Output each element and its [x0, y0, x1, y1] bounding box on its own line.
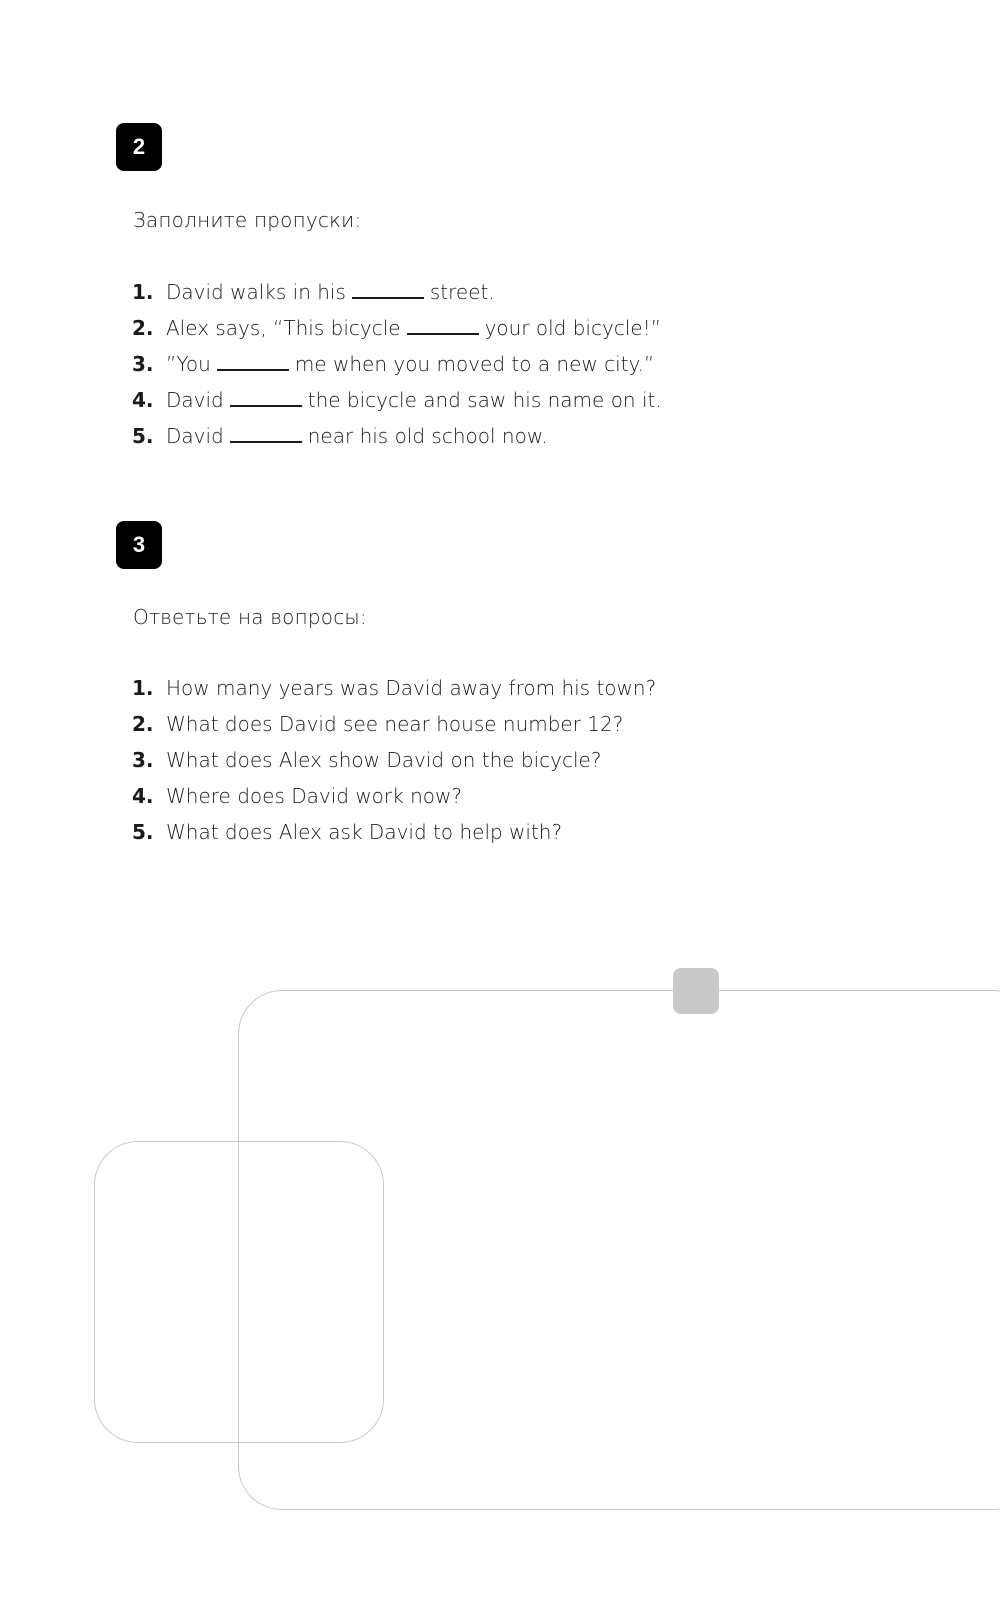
item-text-before: David walks in his [166, 280, 346, 304]
item-number: 2. [132, 712, 154, 736]
section-3-badge: 3 [116, 521, 162, 569]
blank-line [230, 404, 302, 407]
section-2-badge: 2 [116, 123, 162, 171]
item-text-before: David [166, 388, 224, 412]
list-item [132, 814, 656, 850]
blank-line [217, 368, 289, 371]
item-text-after: your old bicycle!” [484, 316, 662, 340]
item-number: 4. [132, 388, 154, 412]
question-text: How many years was David away from his town? [166, 676, 657, 700]
questions-list [132, 670, 656, 850]
item-text-after: near his old school now. [307, 424, 548, 448]
list-item [132, 382, 662, 418]
item-text-before: Alex says, “This bicycle [166, 316, 401, 340]
section-2-instruction: Заполните пропуски: [133, 208, 362, 232]
blank-line [352, 296, 424, 299]
question-text: What does David see near house number 12? [166, 712, 624, 736]
question-text: What does Alex show David on the bicycle? [166, 748, 602, 772]
item-number: 3. [132, 748, 154, 772]
item-number: 5. [132, 820, 154, 844]
section-3-instruction: Ответьте на вопросы: [133, 605, 367, 629]
item-number: 5. [132, 424, 154, 448]
list-item [132, 742, 656, 778]
item-number: 1. [132, 280, 154, 304]
item-text-after: me when you moved to a new city.” [294, 352, 655, 376]
blank-line [230, 440, 302, 443]
blank-line [407, 332, 479, 335]
list-item [132, 274, 662, 310]
decorative-frame-small [94, 1141, 384, 1443]
list-item [132, 418, 662, 454]
item-text-before: David [166, 424, 224, 448]
list-item [132, 346, 662, 382]
question-text: Where does David work now? [166, 784, 462, 808]
item-text-after: the bicycle and saw his name on it. [307, 388, 662, 412]
list-item [132, 778, 656, 814]
item-number: 4. [132, 784, 154, 808]
item-text-before: ”You [166, 352, 211, 376]
fill-in-blanks-list [132, 274, 662, 454]
item-number: 2. [132, 316, 154, 340]
item-text-after: street. [429, 280, 495, 304]
list-item [132, 310, 662, 346]
item-number: 1. [132, 676, 154, 700]
question-text: What does Alex ask David to help with? [166, 820, 563, 844]
list-item [132, 670, 656, 706]
item-number: 3. [132, 352, 154, 376]
decorative-tab [673, 968, 719, 1014]
list-item [132, 706, 656, 742]
